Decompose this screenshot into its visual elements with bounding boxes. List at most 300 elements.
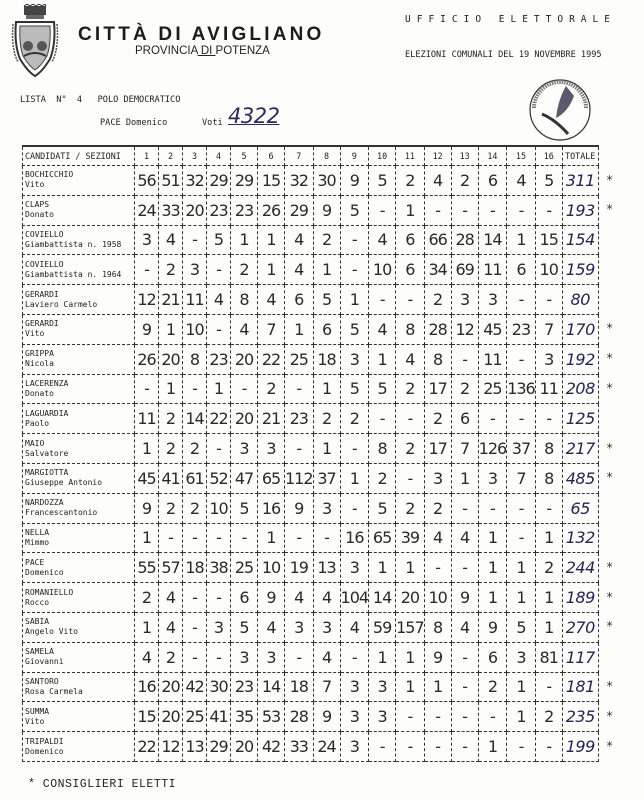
section-votes-cell: - [535,285,562,315]
header-section-12: 12 [424,146,451,166]
section-votes-cell: 6 [451,404,478,434]
section-votes-cell: 3 [258,434,285,464]
section-votes-cell: 3 [183,255,207,285]
section-votes-cell: - [135,374,159,404]
header-section-11: 11 [396,146,425,166]
total-votes-cell: 192 [562,344,598,374]
header-section-10: 10 [369,146,396,166]
section-votes-cell: - [231,374,258,404]
section-votes-cell: - [340,493,369,523]
candidate-first-name: Vito [25,716,45,726]
candidate-name [23,642,135,672]
section-votes-cell: - [451,493,478,523]
section-votes-cell: - [535,404,562,434]
candidate-surname: GRIPPA [25,349,54,359]
section-votes-cell: - [135,255,159,285]
candidate-first-name: Laviero Carmelo [25,299,98,309]
section-votes-cell: - [478,493,507,523]
section-votes-cell: 42 [183,672,207,702]
section-votes-cell: 3 [231,642,258,672]
section-votes-cell: 2 [313,404,340,434]
section-votes-cell: 3 [478,463,507,493]
province-suffix: POTENZA [215,45,270,57]
section-votes-cell: 3 [313,612,340,642]
candidate-surname: PACE [25,557,45,567]
section-votes-cell: - [183,225,207,255]
section-votes-cell: 4 [285,225,314,255]
candidate-surname: ROMANIELLO [25,587,74,597]
section-votes-cell: - [159,523,183,553]
section-votes-cell: - [478,404,507,434]
header-section-7: 7 [285,146,314,166]
elected-marker: * [606,440,614,455]
section-votes-cell: 2 [183,434,207,464]
section-votes-cell: 6 [478,642,507,672]
section-votes-cell: 1 [535,523,562,553]
section-votes-cell: 4 [285,255,314,285]
total-votes-cell: 181 [562,672,598,702]
section-votes-cell: 1 [313,374,340,404]
section-votes-cell: 126 [478,434,507,464]
section-votes-cell: 8 [396,314,425,344]
section-votes-cell: 6 [396,225,425,255]
section-votes-cell: 38 [207,553,231,583]
section-votes-cell: - [507,285,536,315]
total-votes-cell: 208 [562,374,598,404]
section-votes-cell: 1 [396,642,425,672]
section-votes-cell: - [207,434,231,464]
section-votes-cell: 53 [258,702,285,732]
section-votes-cell: 20 [159,672,183,702]
section-votes-cell: 4 [451,612,478,642]
candidate-name [23,285,135,315]
candidate-surname: COVIELLO [25,259,64,269]
candidate-first-name: Giuseppe Antonio [25,478,103,488]
section-votes-cell: 2 [135,583,159,613]
section-votes-cell: 17 [424,434,451,464]
section-votes-cell: - [535,672,562,702]
section-votes-cell: - [340,225,369,255]
section-votes-cell: 65 [369,523,396,553]
section-votes-cell: - [369,404,396,434]
section-votes-cell: 157 [396,612,425,642]
total-votes-cell: 65 [562,493,598,523]
section-votes-cell: 9 [424,642,451,672]
section-votes-cell: 55 [135,553,159,583]
candidate-name [23,672,135,702]
section-votes-cell: 5 [535,166,562,196]
header-section-8: 8 [313,146,340,166]
section-votes-cell: 10 [258,553,285,583]
header-section-15: 15 [507,146,536,166]
section-votes-cell: 20 [159,344,183,374]
section-votes-cell: 17 [424,374,451,404]
elected-marker: * [606,172,614,187]
section-votes-cell: 1 [135,523,159,553]
section-votes-cell: 45 [135,463,159,493]
section-votes-cell: 1 [369,553,396,583]
section-votes-cell: 3 [340,702,369,732]
section-votes-cell: 5 [313,285,340,315]
section-votes-cell: 81 [535,642,562,672]
section-votes-cell: 2 [340,404,369,434]
section-votes-cell: - [507,732,536,762]
section-votes-cell: 1 [478,553,507,583]
section-votes-cell: 61 [183,463,207,493]
header-total: TOTALE [562,146,598,166]
total-votes-cell: 270 [562,612,598,642]
section-votes-cell: 4 [424,166,451,196]
section-votes-cell: 14 [369,583,396,613]
section-votes-cell: 7 [313,672,340,702]
header-candidates: CANDIDATI / SEZIONI [23,146,135,166]
section-votes-cell: 14 [258,672,285,702]
section-votes-cell: 18 [285,672,314,702]
section-votes-cell: 20 [231,732,258,762]
total-votes-cell: 132 [562,523,598,553]
section-votes-cell: 2 [451,374,478,404]
section-votes-cell: 1 [313,255,340,285]
section-votes-cell: 9 [135,493,159,523]
section-votes-cell: 20 [231,344,258,374]
section-votes-cell: 2 [159,493,183,523]
candidate-surname: BOCHICCHIO [25,170,74,180]
section-votes-cell: 1 [507,225,536,255]
total-votes-cell: 235 [562,702,598,732]
candidate-surname: SUMMA [25,706,50,716]
section-votes-cell: 9 [135,314,159,344]
section-votes-cell: 1 [340,463,369,493]
section-votes-cell: - [285,642,314,672]
section-votes-cell: 2 [183,493,207,523]
elected-marker: * [606,738,614,753]
section-votes-cell: 1 [258,225,285,255]
section-votes-cell: 6 [313,314,340,344]
list-name: POLO DEMOCRATICO [97,95,181,105]
elected-marker: * [606,321,614,336]
section-votes-cell: 2 [535,553,562,583]
section-votes-cell: 15 [258,166,285,196]
section-votes-cell: 2 [159,434,183,464]
section-votes-cell: 1 [258,255,285,285]
section-votes-cell: 9 [313,702,340,732]
section-votes-cell: 1 [340,285,369,315]
section-votes-cell: 1 [507,702,536,732]
section-votes-cell: 8 [231,285,258,315]
section-votes-cell: 3 [535,344,562,374]
section-votes-cell: 11 [535,374,562,404]
city-title: CITTÀ DI AVIGLIANO [78,24,325,45]
section-votes-cell: - [451,553,478,583]
office-heading: UFFICIO ELETTORALE [405,14,616,25]
section-votes-cell: 8 [183,344,207,374]
section-votes-cell: 1 [159,314,183,344]
section-votes-cell: 9 [340,166,369,196]
table-row [23,553,599,583]
total-votes-cell: 193 [562,195,598,225]
section-votes-cell: 1 [231,225,258,255]
section-votes-cell: 3 [231,434,258,464]
section-votes-cell: 32 [285,166,314,196]
section-votes-cell: - [535,493,562,523]
table-row [23,225,599,255]
table-row [23,583,599,613]
section-votes-cell: 51 [159,166,183,196]
section-votes-cell: 2 [159,255,183,285]
section-votes-cell: 3 [507,642,536,672]
section-votes-cell: 6 [478,166,507,196]
section-votes-cell: 65 [258,463,285,493]
section-votes-cell: 10 [183,314,207,344]
section-votes-cell: 3 [285,612,314,642]
section-votes-cell: 32 [183,166,207,196]
section-votes-cell: 5 [507,612,536,642]
candidate-surname: LACERENZA [25,378,69,388]
total-votes-cell: 485 [562,463,598,493]
section-votes-cell: 5 [369,493,396,523]
section-votes-cell: - [451,195,478,225]
candidate-first-name: Salvatore [25,448,69,458]
section-votes-cell: - [340,255,369,285]
section-votes-cell: - [424,195,451,225]
section-votes-cell: - [207,255,231,285]
header-section-2: 2 [159,146,183,166]
section-votes-cell: 21 [258,404,285,434]
section-votes-cell: 23 [285,404,314,434]
elected-marker: * [606,559,614,574]
section-votes-cell: 6 [507,255,536,285]
candidate-name [23,404,135,434]
candidate-surname: GERARDI [25,289,59,299]
section-votes-cell: 37 [507,434,536,464]
section-votes-cell: - [369,195,396,225]
section-votes-cell: 20 [396,583,425,613]
total-votes-cell: 125 [562,404,598,434]
section-votes-cell: 29 [207,166,231,196]
candidate-first-name: Giambattista n. 1964 [25,269,122,279]
section-votes-cell: - [183,523,207,553]
section-votes-cell: 8 [424,344,451,374]
section-votes-cell: - [183,642,207,672]
section-votes-cell: 39 [396,523,425,553]
section-votes-cell: 5 [340,195,369,225]
section-votes-cell: 10 [424,583,451,613]
section-votes-cell: - [183,583,207,613]
total-votes-cell: 117 [562,642,598,672]
section-votes-cell: - [507,523,536,553]
elected-marker: * [606,202,614,217]
section-votes-cell: 4 [258,612,285,642]
section-votes-cell: 10 [207,493,231,523]
section-votes-cell: 1 [207,374,231,404]
section-votes-cell: 2 [396,166,425,196]
section-votes-cell: - [369,732,396,762]
section-votes-cell: 4 [340,612,369,642]
section-votes-cell: 1 [135,434,159,464]
section-votes-cell: 1 [285,314,314,344]
section-votes-cell: 3 [424,463,451,493]
section-votes-cell: 11 [135,404,159,434]
section-votes-cell: 3 [340,732,369,762]
total-votes-cell: 217 [562,434,598,464]
section-votes-cell: 33 [285,732,314,762]
section-votes-cell: 41 [159,463,183,493]
candidate-first-name: Francescantonio [25,508,98,518]
table-row [23,732,599,762]
section-votes-cell: 1 [507,672,536,702]
section-votes-cell: 3 [478,285,507,315]
section-votes-cell: 4 [159,583,183,613]
section-votes-cell: 1 [258,523,285,553]
candidate-first-name: Angelo Vito [25,627,78,637]
section-votes-cell: 22 [207,404,231,434]
header-section-9: 9 [340,146,369,166]
section-votes-cell: - [478,702,507,732]
header-section-16: 16 [535,146,562,166]
candidate-surname: MARGIOTTA [25,468,69,478]
section-votes-cell: 1 [135,612,159,642]
section-votes-cell: 2 [424,285,451,315]
section-votes-cell: 28 [424,314,451,344]
candidate-first-name: Giovanni [25,657,64,667]
section-votes-cell: 3 [258,642,285,672]
section-votes-cell: 2 [535,702,562,732]
section-votes-cell: 13 [183,732,207,762]
section-votes-cell: - [507,344,536,374]
section-votes-cell: 1 [396,672,425,702]
elected-marker: * [606,589,614,604]
section-votes-cell: 45 [478,314,507,344]
section-votes-cell: 4 [396,344,425,374]
section-votes-cell: 22 [258,344,285,374]
section-votes-cell: - [478,195,507,225]
section-votes-cell: 20 [183,195,207,225]
section-votes-cell: 18 [183,553,207,583]
section-votes-cell: 136 [507,374,536,404]
section-votes-cell: 16 [258,493,285,523]
total-votes-cell: 170 [562,314,598,344]
section-votes-cell: 4 [369,314,396,344]
section-votes-cell: 10 [535,255,562,285]
section-votes-cell: 69 [451,255,478,285]
candidate-surname: SAMELA [25,647,54,657]
section-votes-cell: 112 [285,463,314,493]
section-votes-cell: 2 [451,166,478,196]
section-votes-cell: - [396,285,425,315]
candidate-first-name: Rosa Carmela [25,686,83,696]
candidate-first-name: Domenico [25,746,64,756]
section-votes-cell: - [396,702,425,732]
table-row [23,493,599,523]
table-row [23,344,599,374]
section-votes-cell: 30 [207,672,231,702]
section-votes-cell: 5 [231,493,258,523]
candidate-surname: TRIPALDI [25,736,64,746]
candidate-name [23,463,135,493]
candidate-name [23,583,135,613]
section-votes-cell: 4 [231,314,258,344]
section-votes-cell: 4 [507,166,536,196]
votes-label: Voti [202,118,223,128]
section-votes-cell: 4 [451,523,478,553]
candidate-name [23,732,135,762]
table-header-row [23,146,599,166]
section-votes-cell: 1 [451,463,478,493]
section-votes-cell: 11 [478,255,507,285]
section-votes-cell: 4 [159,225,183,255]
section-votes-cell: 10 [369,255,396,285]
section-votes-cell: 6 [285,285,314,315]
section-votes-cell: 23 [231,195,258,225]
total-votes-cell: 199 [562,732,598,762]
elected-marker: * [606,619,614,634]
candidate-name [23,255,135,285]
section-votes-cell: 1 [369,344,396,374]
results-table [22,145,599,762]
candidate-name [23,225,135,255]
section-votes-cell: 3 [135,225,159,255]
section-votes-cell: 15 [535,225,562,255]
section-votes-cell: 5 [207,225,231,255]
section-votes-cell: - [369,285,396,315]
section-votes-cell: - [207,523,231,553]
table-row [23,404,599,434]
section-votes-cell: 2 [396,434,425,464]
section-votes-cell: 3 [451,285,478,315]
table-row [23,672,599,702]
section-votes-cell: 2 [396,493,425,523]
table-row [23,255,599,285]
section-votes-cell: 30 [313,166,340,196]
section-votes-cell: - [451,344,478,374]
section-votes-cell: 26 [258,195,285,225]
candidate-name [23,612,135,642]
section-votes-cell: 29 [207,732,231,762]
section-votes-cell: 11 [183,285,207,315]
section-votes-cell: 13 [313,553,340,583]
section-votes-cell: 41 [207,702,231,732]
section-votes-cell: 23 [207,344,231,374]
section-votes-cell: 6 [231,583,258,613]
section-votes-cell: - [424,553,451,583]
section-votes-cell: - [285,434,314,464]
section-votes-cell: 23 [231,672,258,702]
total-votes-cell: 159 [562,255,598,285]
section-votes-cell: - [183,612,207,642]
candidate-name [23,434,135,464]
table-row [23,374,599,404]
city-crest-icon [10,4,60,78]
section-votes-cell: 35 [231,702,258,732]
section-votes-cell: 26 [135,344,159,374]
section-votes-cell: 5 [340,374,369,404]
province-subtitle [135,45,270,57]
section-votes-cell: 3 [340,344,369,374]
candidate-first-name: Mimmo [25,537,50,547]
section-votes-cell: - [507,404,536,434]
votes-value: 4322 [228,104,280,128]
section-votes-cell: 11 [478,344,507,374]
section-votes-cell: 25 [183,702,207,732]
section-votes-cell: 1 [507,553,536,583]
section-votes-cell: 4 [369,225,396,255]
section-votes-cell: 28 [285,702,314,732]
section-votes-cell: 3 [369,672,396,702]
section-votes-cell: 59 [369,612,396,642]
candidate-surname: LAGUARDIA [25,408,69,418]
candidate-first-name: Donato [25,210,54,220]
elected-marker: * [606,708,614,723]
